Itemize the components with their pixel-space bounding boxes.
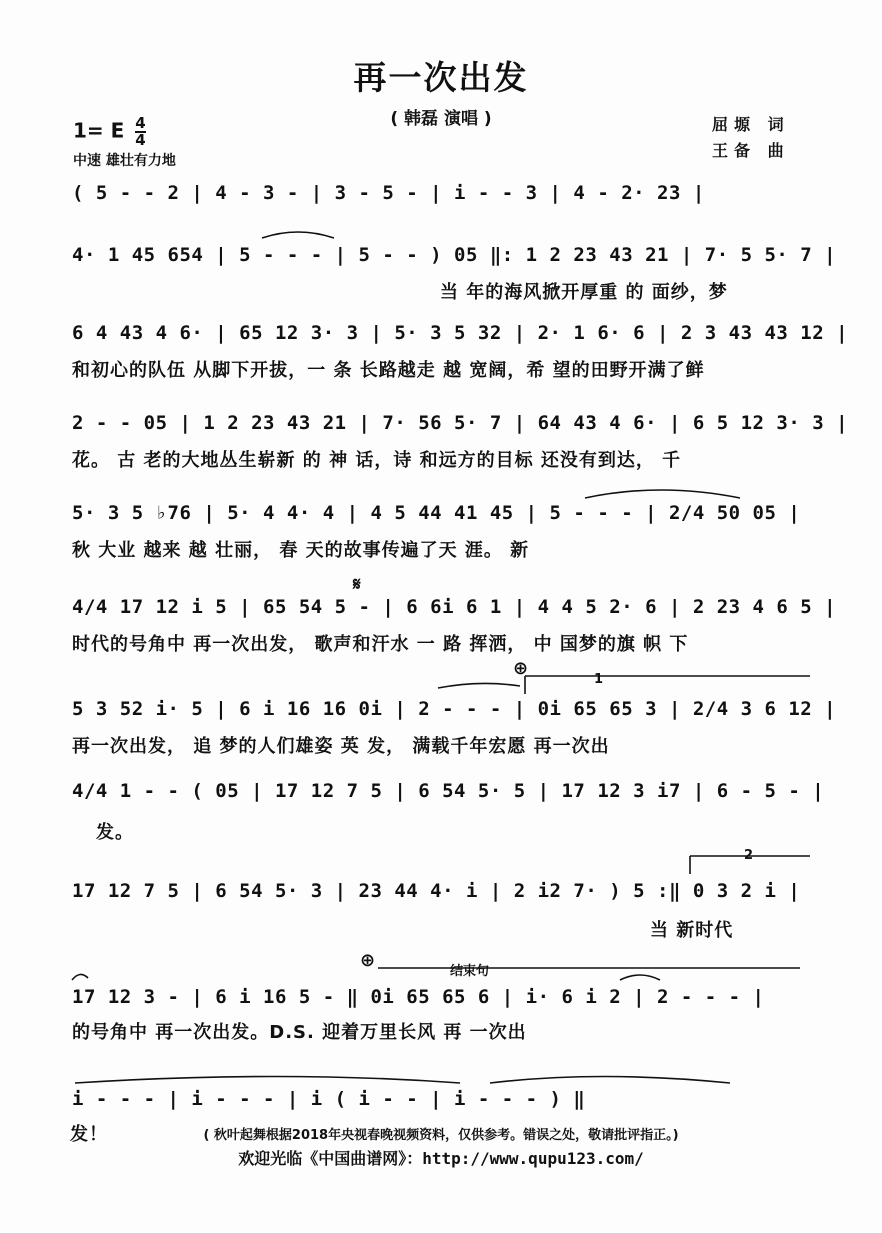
slur-7 xyxy=(72,974,88,980)
score-line-9-lyrics: 当 新时代 xyxy=(650,920,734,941)
slur-2 xyxy=(585,490,740,498)
score-line-5-notes: 5· 3 5 ♭76 | 5· 4 4· 4 | 4 5 44 41 45 | 5 - - - | 2/4 50 05 | xyxy=(72,502,801,524)
coda-sign-1: ⊕ xyxy=(513,658,529,679)
coda-label: 结束句 xyxy=(450,964,490,979)
footer-note: ( 秋叶起舞根据2018年央视春晚视频资料，仅供参考。错误之处，敬请批评指正。) xyxy=(203,1128,679,1143)
slur-6 xyxy=(620,975,660,980)
score-line-9-notes: 17 12 7 5 | 6 54 5· 3 | 23 44 4· i | 2 i2 7· ) 5 :‖ 0 3 2 i | xyxy=(72,880,801,902)
slur-3 xyxy=(438,683,520,688)
score-line-10-lyrics: 的号角中 再一次出发。D.S. 迎着万里长风 再 一次出 xyxy=(72,1022,527,1043)
time-signature-bottom: 4 xyxy=(135,131,146,149)
score-line-4-lyrics: 花。 古 老的大地丛生崭新 的 神 话，诗 和远方的目标 还没有到达， 千 xyxy=(72,450,682,471)
score-line-7-notes: 5 3 52 i· 5 | 6 i 16 16 0i | 2 - - - | 0i 65 65 3 | 2/4 3 6 12 | xyxy=(72,698,837,720)
key-label: 1= E xyxy=(73,118,125,143)
slur-1 xyxy=(262,232,334,238)
key-signature xyxy=(73,116,146,148)
score-line-1-notes: ( 5 - - 2 | 4 - 3 - | 3 - 5 - | i - - 3 | 4 - 2· 23 | xyxy=(72,182,705,204)
score-line-6-notes: 4/4 17 12 i 5 | 65 54 5 - | 6 6i 6 1 | 4 4 5 2· 6 | 2 23 4 6 5 | xyxy=(72,596,837,618)
score-line-4-notes: 2 - - 05 | 1 2 23 43 21 | 7· 56 5· 7 | 64 43 4 6· | 6 5 12 3· 3 | xyxy=(72,412,849,434)
page-title: 再一次出发 xyxy=(353,58,529,97)
time-signature-top: 4 xyxy=(135,114,146,132)
score-line-3-lyrics: 和初心的队伍 从脚下开拔，一 条 长路越走 越 宽阔，希 望的田野开满了鲜 xyxy=(72,360,705,381)
lyricist-credit: 屈塬 词 xyxy=(712,115,790,134)
score-line-6-lyrics: 时代的号角中 再一次出发， 歌声和汗水 一 路 挥洒， 中 国梦的旗 帜 下 xyxy=(72,634,689,655)
score-line-5-lyrics: 秋 大业 越来 越 壮丽， 春 天的故事传遍了天 涯。 新 xyxy=(72,540,530,561)
score-line-2-notes: 4· 1 45 654 | 5 - - - | 5 - - ) 05 ‖: 1 2 23 43 21 | 7· 5 5· 7 | xyxy=(72,244,837,266)
time-signature xyxy=(135,116,145,148)
score-line-2-lyrics: 当 年的海风掀开厚重 的 面纱，梦 xyxy=(440,282,728,303)
composer-credit: 王备 曲 xyxy=(712,141,790,160)
coda-sign-2: ⊕ xyxy=(360,950,376,971)
ending-2-label: 2 xyxy=(744,848,754,863)
singer-credit: ( 韩磊 演唱 ) xyxy=(390,109,492,129)
score-line-11-lyrics: 发！ xyxy=(70,1124,108,1145)
score-line-3-notes: 6 4 43 4 6· | 65 12 3· 3 | 5· 3 5 32 | 2· 1 6· 6 | 2 3 43 43 12 | xyxy=(72,322,849,344)
score-line-7-lyrics: 再一次出发， 追 梦的人们雄姿 英 发， 满载千年宏愿 再一次出 xyxy=(72,736,610,757)
ending-1-label: 1 xyxy=(594,672,604,687)
slur-4 xyxy=(75,1077,460,1084)
slur-5 xyxy=(490,1077,730,1084)
score-line-8-notes: 4/4 1 - - ( 05 | 17 12 7 5 | 6 54 5· 5 | 17 12 3 i7 | 6 - 5 - | xyxy=(72,780,825,802)
score-line-8-lyrics: 发。 xyxy=(96,822,134,843)
tempo-marking: 中速 雄壮有力地 xyxy=(73,153,176,169)
segno-sign: 𝄋 xyxy=(353,574,361,595)
footer-site-link[interactable]: 欢迎光临《中国曲谱网》：http://www.qupu123.com/ xyxy=(238,1149,644,1168)
score-line-11-notes: i - - - | i - - - | i ( i - - | i - - - ) ‖ xyxy=(72,1088,586,1110)
score-line-10-notes: 17 12 3 - | 6 i 16 5 - ‖ 0i 65 65 6 | i· 6 i 2 | 2 - - - | xyxy=(72,986,765,1008)
